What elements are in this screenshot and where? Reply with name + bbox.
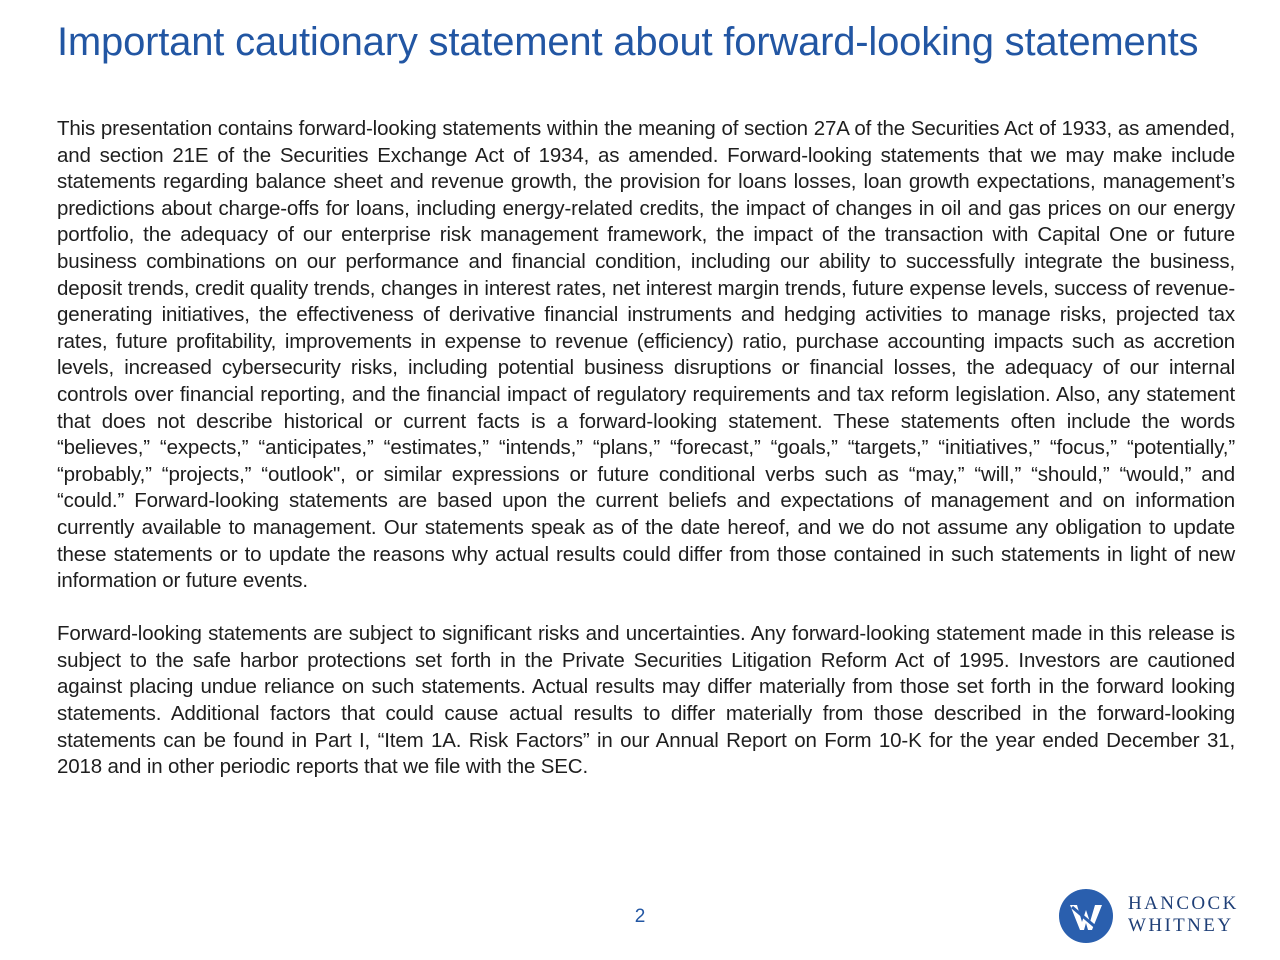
disclaimer-paragraph-1: This presentation contains forward-looking statements within the meaning of section 27A of the Securities Act of 1933, as amended, and section 21E of the Securities Exchange Act of 1934, as amended. Forward-looking statements that we may make include statements regarding balance sheet and revenue growth, the provision for loans losses, loan growth expectations, management’s predictions about charge-offs for loans, including energy-related credits, the impact of changes in oil and gas prices on our energy portfolio, the adequacy of our enterprise risk management framework, the impact of the transaction with Capital One or future business combinations on our performance and financial condition, including our ability to successfully integrate the business, deposit trends, credit quality trends, changes in interest rates, net interest margin trends, future expense levels, success of revenue-generating initiatives, the effectiveness of derivative financial instruments and hedging activities to manage risks, projected tax rates, future profitability, improvements in expense to revenue (efficiency) ratio, purchase accounting impacts such as accretion levels, increased cybersecurity risks, including potential business disruptions or financial losses, the adequacy of our internal controls over financial reporting, and the financial impact of regulatory requirements and tax reform legislation. Also, any statement that does not describe historical or current facts is a forward-looking statement. These statements often include the words “believes,” “expects,” “anticipates,” “estimates,” “intends,” “plans,” “forecast,” “goals,” “targets,” “initiatives,” “focus,” “potentially,” “probably,” “projects,” “outlook", or similar expressions or future conditional verbs such as “may,” “will,” “should,” “would,” and “could.” Forward-looking statements are based upon the current beliefs and expectations of management and on information currently available to management. Our statements speak as of the date hereof, and we do not assume any obligation to update these statements or to update the reasons why actual results could differ from those contained in such statements in light of new information or future events. <box>57 117 1235 593</box>
logo-text-hancock: HANCOCK <box>1128 893 1239 914</box>
page-title: Important cautionary statement about forward-looking statements <box>57 20 1199 64</box>
disclaimer-paragraph-2: Forward-looking statements are subject to significant risks and uncertainties. Any forward-looking statement made in this release is subject to the safe harbor protections set forth in the Private Securities Litigation Reform Act of 1995. Investors are cautioned against placing undue reliance on such statements. Actual results may differ materially from those set forth in the forward looking statements. Additional factors that could cause actual results to differ materially from those described in the forward-looking statements can be found in Part I, “Item 1A. Risk Factors” in our Annual Report on Form 10-K for the year ended December 31, 2018 and in other periodic reports that we file with the SEC. <box>57 622 1235 779</box>
logo-text-whitney: WHITNEY <box>1128 915 1234 936</box>
disclaimer-body <box>57 116 1235 781</box>
hancock-whitney-w-logo-icon <box>1058 888 1114 944</box>
page-number: 2 <box>634 906 646 927</box>
hancock-whitney-logo <box>1058 888 1248 944</box>
